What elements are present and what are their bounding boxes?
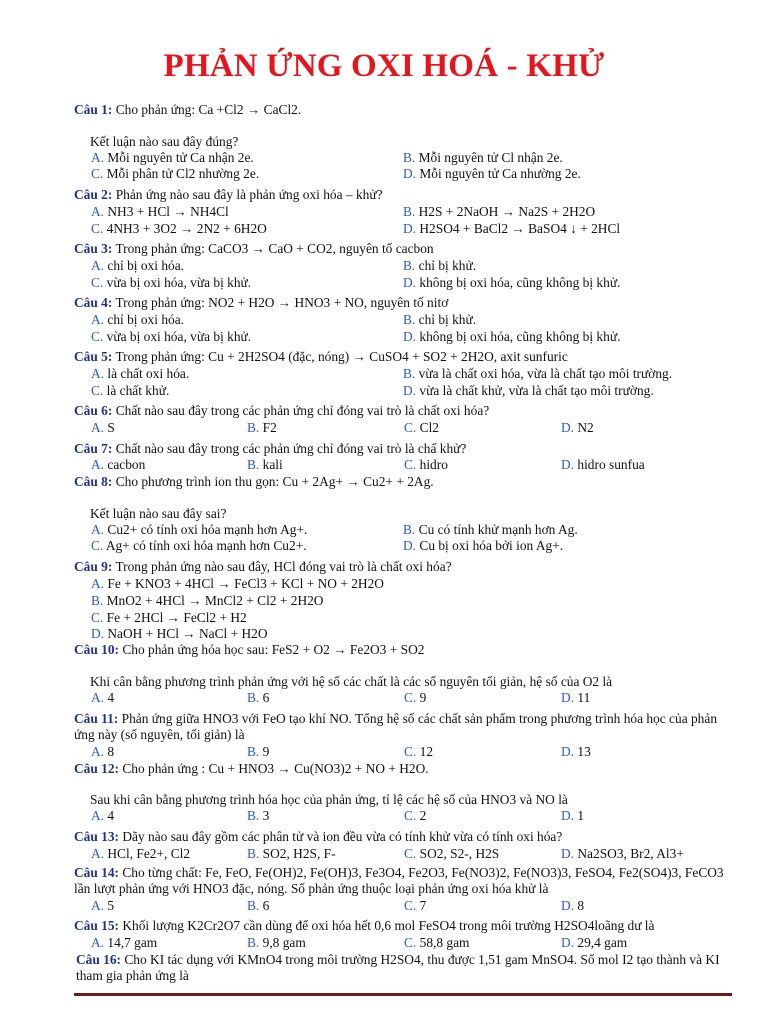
option-label: B. [247, 846, 260, 861]
option-label: C. [91, 275, 104, 290]
option-label: B. [403, 204, 416, 219]
option-label: C. [404, 744, 417, 759]
option-label: A. [91, 457, 105, 472]
option-label: B. [403, 522, 416, 537]
option-text: hidro sunfua [577, 457, 645, 472]
option-label: A. [91, 204, 105, 219]
option-c[interactable] [91, 610, 247, 626]
question-label: Câu 11: [74, 711, 119, 726]
option-label: C. [404, 420, 417, 435]
option-label: B. [403, 150, 416, 165]
option-text: Mỗi phân tử Cl2 nhường 2e. [106, 166, 260, 181]
option-label: B. [403, 312, 416, 327]
option-label: D. [561, 935, 575, 950]
option-label: D. [561, 744, 575, 759]
option-text: chỉ bị oxi hóa. [107, 258, 185, 273]
option-label: C. [91, 610, 104, 625]
option-text: Na2SO3, Br2, Al3+ [577, 846, 684, 861]
option-text: 5 [107, 898, 115, 913]
option-text: 4NH3 + 3O2 → 2N2 + 6H2O [106, 221, 267, 236]
question-text: Chất nào sau đây trong các phản ứng chỉ đóng vai trò là chất oxi hóa? [115, 403, 490, 418]
question-text: Dãy nào sau đây gồm các phân tử và ion đều vừa có tính khử vừa có tính oxi hóa? [122, 829, 563, 844]
option-text: 9,8 gam [262, 935, 306, 950]
option-text: cacbon [107, 457, 146, 472]
option-text: Mỗi nguyên tử Cl nhận 2e. [418, 150, 563, 165]
option-text: H2SO4 + BaCl2 → BaSO4 ↓ + 2HCl [419, 221, 621, 236]
option-c[interactable] [404, 808, 426, 824]
option-label: A. [91, 808, 105, 823]
option-c[interactable] [404, 935, 469, 951]
option-text: 58,8 gam [419, 935, 470, 950]
question-text: Trong phản ứng nào sau đây, HCl đóng vai trò là chất oxi hóa? [115, 559, 452, 574]
option-b[interactable] [247, 898, 269, 914]
option-text: 6 [262, 690, 270, 705]
option-d[interactable] [403, 383, 654, 399]
option-label: D. [91, 626, 105, 641]
option-d[interactable] [561, 690, 590, 706]
option-c[interactable] [91, 221, 267, 237]
option-label: C. [91, 383, 104, 398]
option-text: 1 [577, 808, 585, 823]
option-text: 14,7 gam [107, 935, 158, 950]
option-text: vừa là chất oxi hóa, vừa là chất tạo môi trường. [418, 366, 673, 381]
option-text: 9 [262, 744, 270, 759]
question-label: Câu 15: [74, 918, 120, 933]
option-b[interactable] [247, 457, 283, 473]
option-label: B. [91, 593, 104, 608]
option-a[interactable] [91, 690, 114, 706]
question-text: Cho phản ứng: Ca +Cl2 → CaCl2. [115, 102, 302, 117]
question-text: Cho phản ứng : Cu + HNO3 → Cu(NO3)2 + NO + H2O. [122, 761, 429, 776]
option-b[interactable] [91, 593, 323, 609]
option-text: Cu có tính khử mạnh hơn Ag. [418, 522, 578, 537]
option-a[interactable] [91, 576, 384, 592]
option-a[interactable] [91, 312, 184, 328]
option-label: A. [91, 420, 105, 435]
option-label: D. [561, 420, 575, 435]
question-text: Khối lượng K2Cr2O7 cần dùng để oxi hóa hết 0,6 mol FeSO4 trong môi trường H2SO4loãng dư là [122, 918, 655, 933]
option-label: C. [91, 329, 104, 344]
question-8 [74, 474, 434, 490]
option-label: A. [91, 366, 105, 381]
option-label: B. [403, 258, 416, 273]
option-text: S [107, 420, 115, 435]
option-c[interactable] [91, 383, 169, 399]
option-d[interactable] [403, 329, 620, 345]
option-d[interactable] [561, 744, 591, 760]
question-7 [74, 441, 466, 457]
option-label: D. [561, 898, 575, 913]
option-label: B. [247, 457, 260, 472]
option-b[interactable] [403, 204, 595, 220]
option-label: A. [91, 935, 105, 950]
option-label: C. [404, 935, 417, 950]
option-text: H2S + 2NaOH → Na2S + 2H2O [418, 204, 596, 219]
option-a[interactable] [91, 898, 114, 914]
option-a[interactable] [91, 366, 189, 382]
option-text: HCl, Fe2+, Cl2 [107, 846, 191, 861]
option-c[interactable] [91, 329, 251, 345]
option-text: NH3 + HCl → NH4Cl [107, 204, 229, 219]
option-text: Fe + KNO3 + 4HCl → FeCl3 + KCl + NO + 2H2O [107, 576, 384, 591]
question-text: Cho phương trình ion thu gọn: Cu + 2Ag+ → Cu2+ + 2Ag. [115, 474, 434, 489]
option-text: vừa bị oxi hóa, vừa bị khử. [106, 275, 252, 290]
option-a[interactable] [91, 744, 114, 760]
option-text: Mỗi nguyên tử Ca nhận 2e. [107, 150, 254, 165]
question-text: Phản ứng nào sau đây là phản ứng oxi hóa – khử? [115, 187, 383, 202]
question-label: Câu 13: [74, 829, 120, 844]
question-text: Cho từng chất: Fe, FeO, Fe(OH)2, Fe(OH)3, Fe3O4, Fe2O3, Fe(NO3)2, Fe(NO3)3, FeSO4, Fe2(SO4)3, FeCO3 lần lượt phản ứng với HNO3 đặc, nóng. Số phản ứng thuộc loại phản ứng oxi hóa khử là [74, 865, 724, 896]
option-text: hidro [419, 457, 448, 472]
option-label: B. [403, 366, 416, 381]
option-a[interactable] [91, 808, 114, 824]
option-label: D. [561, 846, 575, 861]
option-b[interactable] [403, 150, 563, 166]
option-b[interactable] [403, 312, 476, 328]
option-text: SO2, H2S, F- [262, 846, 336, 861]
option-label: D. [403, 329, 417, 344]
option-label: A. [91, 522, 105, 537]
question-text: Cho phản ứng hóa học sau: FeS2 + O2 → Fe2O3 + SO2 [122, 642, 425, 657]
option-d[interactable] [561, 420, 594, 436]
question-2 [74, 187, 383, 203]
option-text: SO2, S2-, H2S [419, 846, 500, 861]
question-text: Trong phản ứng: NO2 + H2O → HNO3 + NO, nguyên tố nitơ [115, 295, 449, 310]
option-c[interactable] [404, 744, 433, 760]
question-label: Câu 16: [76, 952, 122, 967]
option-d[interactable] [561, 457, 645, 473]
option-label: B. [247, 690, 260, 705]
question-text: Phản ứng giữa HNO3 với FeO tạo khí NO. Tổng hệ số các chất sản phẩm trong phương trình hóa học của phản ứng này (số nguyên, tối giản) là [74, 711, 718, 742]
option-text: 8 [107, 744, 115, 759]
option-text: vừa bị oxi hóa, vừa bị khử. [106, 329, 252, 344]
option-d[interactable] [403, 538, 563, 554]
question-label: Câu 9: [74, 559, 113, 574]
option-text: chỉ bị khử. [418, 312, 477, 327]
option-c[interactable] [91, 166, 259, 182]
option-label: D. [403, 166, 417, 181]
option-text: Cu2+ có tính oxi hóa mạnh hơn Ag+. [107, 522, 308, 537]
option-label: A. [91, 744, 105, 759]
option-c[interactable] [404, 898, 426, 914]
question-label: Câu 3: [74, 241, 113, 256]
option-label: C. [404, 457, 417, 472]
option-label: B. [247, 744, 260, 759]
question-label: Câu 14: [74, 865, 120, 880]
option-label: A. [91, 150, 105, 165]
option-text: MnO2 + 4HCl → MnCl2 + Cl2 + 2H2O [106, 593, 324, 608]
option-label: A. [91, 258, 105, 273]
option-label: D. [403, 275, 417, 290]
question-text: Cho KI tác dụng với KMnO4 trong môi trường H2SO4, thu được 1,51 gam MnSO4. Số mol I2 tạo thành và KI tham gia phản ứng là [76, 952, 720, 983]
question-label: Câu 1: [74, 102, 113, 117]
option-a[interactable] [91, 522, 307, 538]
option-text: 11 [577, 690, 591, 705]
option-a[interactable] [91, 258, 184, 274]
option-text: chỉ bị oxi hóa. [107, 312, 185, 327]
option-d[interactable] [403, 221, 620, 237]
option-d[interactable] [561, 846, 684, 862]
question-12 [74, 761, 429, 777]
option-label: A. [91, 690, 105, 705]
option-d[interactable] [561, 808, 584, 824]
question-label: Câu 5: [74, 349, 113, 364]
question-10 [74, 642, 424, 658]
option-text: 6 [262, 898, 270, 913]
option-text: không bị oxi hóa, cũng không bị khử. [419, 329, 621, 344]
question-6 [74, 403, 489, 419]
option-label: D. [561, 690, 575, 705]
option-label: C. [91, 166, 104, 181]
option-label: C. [91, 538, 104, 553]
option-text: 12 [419, 744, 434, 759]
option-a[interactable] [91, 457, 145, 473]
option-c[interactable] [404, 420, 439, 436]
option-c[interactable] [404, 846, 499, 862]
option-text: 3 [262, 808, 270, 823]
option-b[interactable] [403, 522, 578, 538]
page-title: PHẢN ỨNG OXI HOÁ - KHỬ [163, 48, 605, 84]
option-c[interactable] [91, 275, 251, 291]
option-label: C. [404, 846, 417, 861]
option-text: 29,4 gam [577, 935, 628, 950]
option-label: C. [91, 221, 104, 236]
option-label: D. [561, 808, 575, 823]
option-text: chỉ bị khử. [418, 258, 477, 273]
option-label: B. [247, 420, 260, 435]
option-text: 2 [419, 808, 427, 823]
question-4 [74, 295, 448, 311]
question-text: Trong phản ứng: Cu + 2H2SO4 (đặc, nóng) → CuSO4 + SO2 + 2H2O, axit sunfuric [115, 349, 568, 364]
question-13 [74, 829, 562, 845]
option-b[interactable] [403, 366, 672, 382]
option-b[interactable] [247, 690, 269, 706]
option-a[interactable] [91, 204, 229, 220]
question-15 [74, 918, 654, 934]
option-b[interactable] [247, 846, 336, 862]
option-a[interactable] [91, 846, 190, 862]
option-text: Ag+ có tính oxi hóa mạnh hơn Cu2+. [105, 538, 307, 553]
option-text: vừa là chất khử, vừa là chất tạo môi trường. [419, 383, 654, 398]
option-text: 4 [107, 690, 115, 705]
option-label: B. [247, 898, 260, 913]
option-d[interactable] [91, 626, 268, 642]
question-label: Câu 12: [74, 761, 120, 776]
option-c[interactable] [404, 690, 426, 706]
option-label: A. [91, 312, 105, 327]
option-text: là chất khử. [106, 383, 170, 398]
option-text: N2 [577, 420, 594, 435]
question-label: Câu 4: [74, 295, 113, 310]
option-text: Fe + 2HCl → FeCl2 + H2 [106, 610, 247, 625]
option-a[interactable] [91, 150, 254, 166]
option-a[interactable] [91, 935, 157, 951]
question-11 [74, 711, 734, 743]
option-text: 13 [577, 744, 591, 759]
question-label: Câu 7: [74, 441, 113, 456]
option-text: không bị oxi hóa, cũng không bị khử. [419, 275, 621, 290]
question-1 [74, 102, 301, 118]
question-text: Chất nào sau đây trong các phản ứng chỉ đóng vai trò là chấ khử? [115, 441, 467, 456]
option-b[interactable] [247, 420, 277, 436]
option-text: NaOH + HCl → NaCl + H2O [107, 626, 268, 641]
option-label: B. [247, 808, 260, 823]
question-label: Câu 8: [74, 474, 113, 489]
option-text: 9 [419, 690, 427, 705]
option-b[interactable] [247, 744, 269, 760]
option-text: 8 [577, 898, 585, 913]
option-label: A. [91, 846, 105, 861]
option-b[interactable] [403, 258, 476, 274]
option-c[interactable] [91, 538, 307, 554]
option-label: C. [404, 898, 417, 913]
option-label: C. [404, 690, 417, 705]
option-text: F2 [262, 420, 277, 435]
question-3 [74, 241, 434, 257]
option-text: Cl2 [419, 420, 439, 435]
question-stem: Kết luận nào sau đây đúng? [90, 134, 239, 149]
option-b[interactable] [247, 935, 306, 951]
option-d[interactable] [561, 898, 584, 914]
option-text: kali [262, 457, 283, 472]
option-text: 7 [419, 898, 427, 913]
divider-rule [74, 993, 732, 996]
option-label: A. [91, 576, 105, 591]
option-label: A. [91, 898, 105, 913]
question-stem: Khi cân bằng phương trình phản ứng với hệ số các chất là các số nguyên tối giản, hệ số của O2 là [90, 674, 613, 689]
question-label: Câu 10: [74, 642, 120, 657]
question-5 [74, 349, 568, 365]
option-text: là chất oxi hóa. [107, 366, 190, 381]
option-text: 4 [107, 808, 115, 823]
option-label: C. [404, 808, 417, 823]
question-label: Câu 6: [74, 403, 113, 418]
option-a[interactable] [91, 420, 115, 436]
question-label: Câu 2: [74, 187, 113, 202]
question-text: Trong phản ứng: CaCO3 → CaO + CO2, nguyên tố cacbon [115, 241, 434, 256]
option-label: D. [403, 383, 417, 398]
question-9 [74, 559, 452, 575]
option-b[interactable] [247, 808, 269, 824]
question-stem: Sau khi cân bằng phương trình hóa học của phản ứng, tỉ lệ các hệ số của HNO3 và NO là [90, 792, 568, 807]
question-16 [76, 952, 736, 984]
option-label: D. [403, 221, 417, 236]
option-c[interactable] [404, 457, 448, 473]
option-label: B. [247, 935, 260, 950]
question-14 [74, 865, 734, 897]
option-d[interactable] [561, 935, 627, 951]
question-stem: Kết luận nào sau đây sai? [90, 506, 227, 521]
option-label: D. [561, 457, 575, 472]
option-d[interactable] [403, 275, 620, 291]
option-text: Mỗi nguyên tử Ca nhường 2e. [419, 166, 581, 181]
option-label: D. [403, 538, 417, 553]
option-d[interactable] [403, 166, 581, 182]
option-text: Cu bị oxi hóa bởi ion Ag+. [419, 538, 564, 553]
